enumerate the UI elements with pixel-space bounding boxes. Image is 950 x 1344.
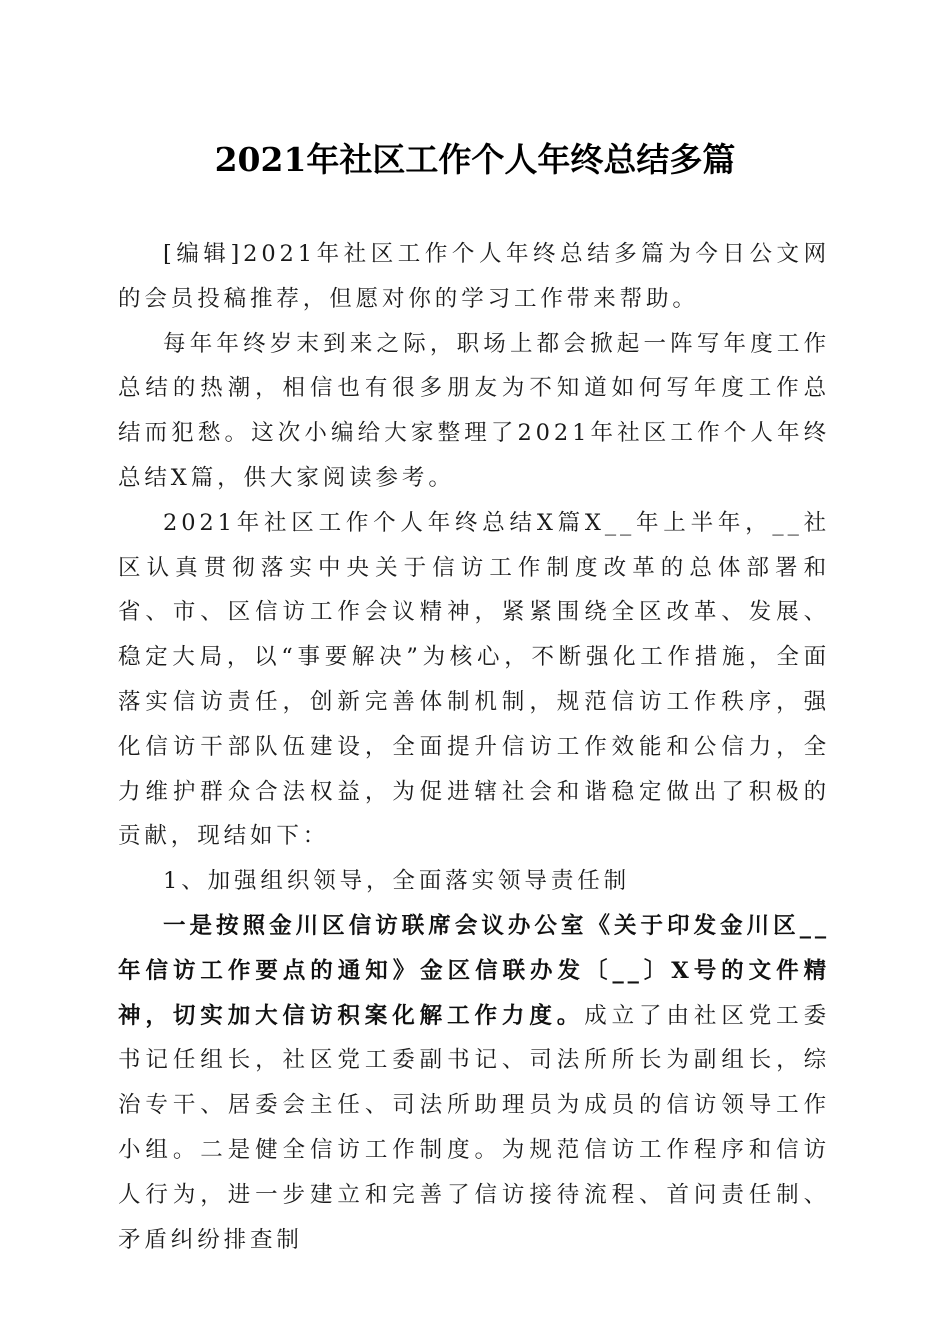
section-heading-1: 1、加强组织领导，全面落实领导责任制	[163, 868, 631, 895]
emphasized-text: 一是按照金川区信访联席会议办公室《关于印发金川区__年信访工作要点的通知》金区信联办发〔__〕X号的文件精神，切实加大信访积案化解工作力度。	[118, 912, 830, 1029]
paragraph-intro: [编辑]2021年社区工作个人年终总结多篇为今日公文网的会员投稿推荐，但愿对你的学习工作带来帮助。	[118, 241, 830, 312]
paragraph-summary: 2021年社区工作个人年终总结X篇X__年上半年，__社区认真贯彻落实中央关于信访工作制度改革的总体部署和省、市、区信访工作会议精神，紧紧围绕全区改革、发展、稳定大局，以“事要解决”为核心，不断强化工作措施，全面落实信访责任，创新完善体制机制，规范信访工作秩序，强化信访干部队伍建设，全面提升信访工作效能和公信力，全力维护群众合法权益，为促进辖社会和谐稳定做出了积极的贡献，现结如下：	[118, 509, 830, 850]
paragraph-section-1	[118, 904, 830, 1262]
paragraph-preface: 每年年终岁末到来之际，职场上都会掀起一阵写年度工作总结的热潮，相信也有很多朋友为不知道如何写年度工作总结而犯愁。这次小编给大家整理了2021年社区工作个人年终总结X篇，供大家阅读参考。	[118, 330, 830, 491]
document-title: 2021年社区工作个人年终总结多篇	[214, 140, 736, 179]
document-body	[118, 232, 830, 1262]
paragraph-text: 成立了由社区党工委书记任组长，社区党工委副书记、司法所所长为副组长，综治专干、居委会主任、司法所助理员为成员的信访领导工作小组。二是健全信访工作制度。为规范信访工作程序和信访人行为，进一步建立和完善了信访接待流程、首问责任制、矛盾纠纷排查制	[118, 1002, 830, 1253]
